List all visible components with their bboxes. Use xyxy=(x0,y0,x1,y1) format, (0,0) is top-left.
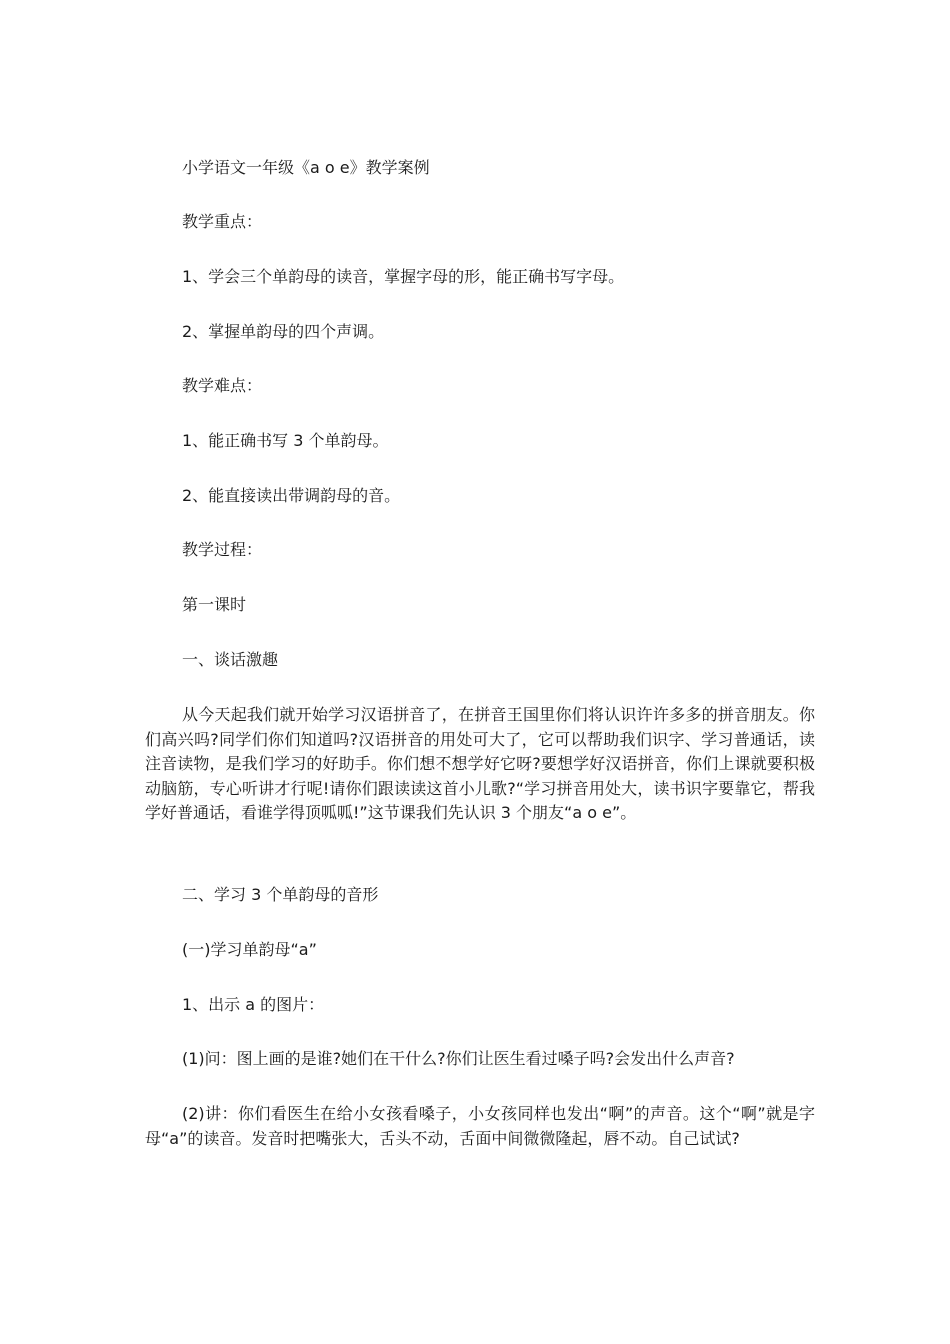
difficulty-2: 2、能直接读出带调韵母的音。 xyxy=(182,486,401,505)
key-point-1: 1、学会三个单韵母的读音，掌握字母的形，能正确书写字母。 xyxy=(182,267,625,286)
lesson-label: 第一课时 xyxy=(182,595,247,614)
document-title: 小学语文一年级《a o e》教学案例 xyxy=(182,158,430,177)
section-2-heading: 二、学习 3 个单韵母的音形 xyxy=(182,885,379,904)
subsection-1-heading: (一)学习单韵母“a” xyxy=(182,940,317,959)
key-points-heading: 教学重点： xyxy=(182,212,263,231)
step-1: 1、出示 a 的图片： xyxy=(182,995,325,1014)
difficulty-1: 1、能正确书写 3 个单韵母。 xyxy=(182,431,389,450)
section-1-paragraph: 从今天起我们就开始学习汉语拼音了，在拼音王国里你们将认识许许多多的拼音朋友。你们高兴吗?同学们你们知道吗?汉语拼音的用处可大了，它可以帮助我们识字、学习普通话，读注音读物，是我们学习的好助手。你们想不想学好它呀?要想学好汉语拼音，你们上课就要积极动脑筋，专心听讲才行呢!请你们跟读读这首小儿歌?“学习拼音用处大，读书识字要靠它，帮我学好普通话，看谁学得顶呱呱!”这节课我们先认识 3 个朋友“a o e”。 xyxy=(145,705,815,822)
key-point-2: 2、掌握单韵母的四个声调。 xyxy=(182,322,385,341)
question-1: (1)问：图上画的是谁?她们在干什么?你们让医生看过嗓子吗?会发出什么声音? xyxy=(182,1049,735,1068)
section-1-heading: 一、谈话激趣 xyxy=(182,650,279,669)
explanation-2: (2)讲：你们看医生在给小女孩看嗓子，小女孩同样也发出“啊”的声音。这个“啊”就是字母“a”的读音。发音时把嘴张大，舌头不动，舌面中间微微隆起，唇不动。自己试试? xyxy=(145,1104,815,1148)
process-heading: 教学过程： xyxy=(182,540,263,559)
difficulties-heading: 教学难点： xyxy=(182,376,263,395)
